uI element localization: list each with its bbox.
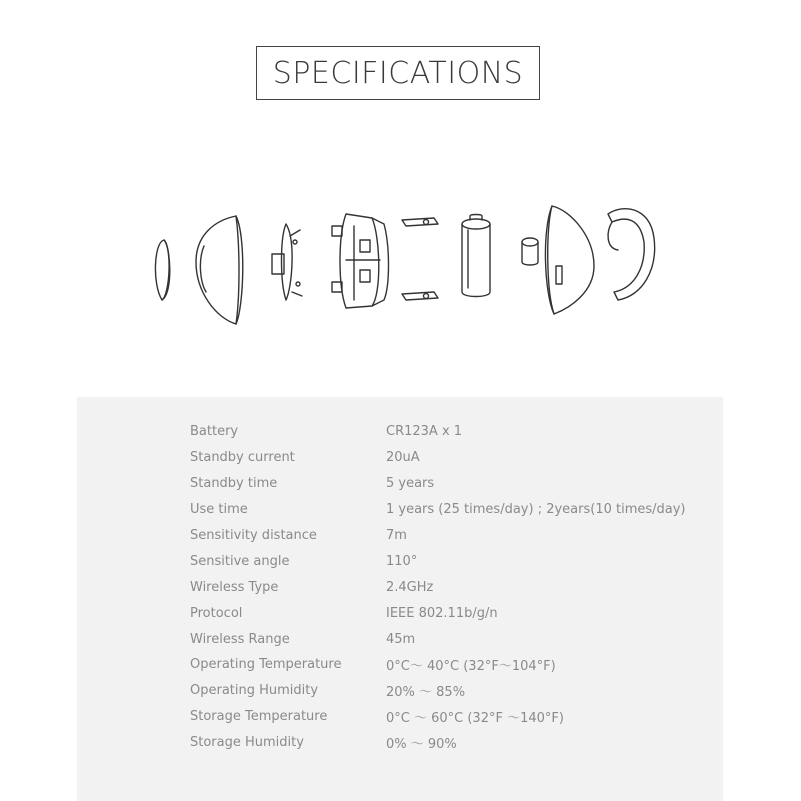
spec-value: 1 years (25 times/day) ; 2years(10 times/day) [386, 502, 686, 518]
spec-label: Storage Temperature [190, 709, 328, 725]
cr123a-battery-icon [462, 215, 490, 297]
battery-holder-icon [332, 214, 389, 308]
spec-value: 0°C～ 40°C (32°F～104°F) [386, 659, 556, 675]
lens-cover-icon [155, 240, 169, 300]
exploded-view-illustration [140, 196, 660, 326]
spec-label: Sensitive angle [190, 553, 290, 569]
spec-label: Standby current [190, 450, 295, 466]
spec-label: Wireless Range [190, 631, 290, 647]
spec-value: 45m [386, 631, 416, 647]
page-title-box [256, 46, 540, 100]
button-icon [522, 238, 538, 265]
rear-shell-icon [545, 206, 594, 314]
specifications-panel [77, 397, 723, 801]
spec-row-battery [190, 419, 686, 445]
spec-row-wireless-range [190, 626, 686, 652]
spec-row-protocol [190, 600, 686, 626]
spec-row-sensitivity-distance [190, 523, 686, 549]
spec-value: 7m [386, 528, 407, 543]
spec-value: 110° [386, 553, 418, 569]
spec-value: IEEE 802.11b/g/n [386, 605, 498, 621]
sensor-board-icon [272, 224, 302, 300]
spec-value: 0% ～ 90% [386, 737, 457, 753]
spec-label: Storage Humidity [190, 735, 304, 751]
spec-label: Standby time [190, 476, 278, 492]
spec-row-operating-humidity [190, 678, 686, 704]
spec-row-standby-current [190, 445, 686, 471]
battery-contacts-icon [402, 218, 438, 300]
spec-row-storage-humidity [190, 730, 686, 756]
spec-row-operating-temperature [190, 652, 686, 678]
spec-value: 20% ～ 85% [386, 685, 466, 701]
spec-row-wireless-type [190, 574, 686, 600]
spec-label: Use time [190, 502, 248, 518]
mounting-clip-icon [608, 209, 655, 300]
spec-value: CR123A x 1 [386, 424, 463, 440]
spec-label: Battery [190, 424, 239, 440]
spec-row-storage-temperature [190, 704, 686, 730]
front-shell-icon [196, 216, 243, 324]
spec-label: Operating Temperature [190, 657, 342, 673]
spec-label: Operating Humidity [190, 683, 319, 699]
spec-row-sensitive-angle [190, 548, 686, 574]
spec-row-use-time [190, 497, 686, 523]
spec-value: 20uA [386, 450, 420, 466]
spec-value: 5 years [386, 476, 435, 492]
spec-value: 2.4GHz [386, 579, 434, 595]
spec-label: Sensitivity distance [190, 528, 317, 543]
spec-table [190, 419, 686, 756]
spec-row-standby-time [190, 471, 686, 497]
spec-label: Protocol [190, 605, 243, 621]
page-title: SPECIFICATIONS [272, 55, 524, 91]
spec-label: Wireless Type [190, 579, 279, 595]
spec-value: 0°C ～ 60°C (32°F ～140°F) [386, 711, 564, 727]
